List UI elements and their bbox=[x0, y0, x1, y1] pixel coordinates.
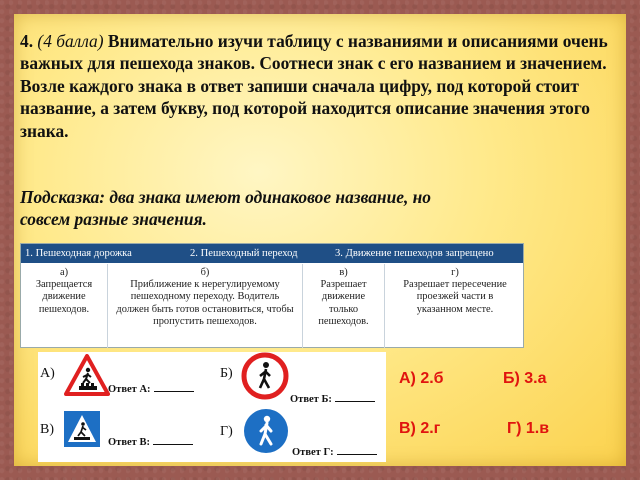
sign-v-label: В) bbox=[40, 422, 54, 437]
answer-v-field[interactable] bbox=[108, 436, 193, 448]
description-text: Приближение к нерегулируемому пешеходному переходу. Водитель должен быть готов остановиться, чтобы пропустить пешеходов. bbox=[116, 279, 294, 327]
answer-v-label: Ответ В: bbox=[108, 437, 150, 448]
signs-table bbox=[20, 243, 524, 348]
description-b bbox=[108, 264, 303, 348]
pedestrian-crossing-warning-icon bbox=[64, 354, 110, 396]
answer-a: А) 2.б bbox=[399, 370, 444, 387]
task-number: 4. bbox=[20, 31, 34, 51]
sign-a-label: А) bbox=[40, 366, 55, 381]
sign-b-label: Б) bbox=[220, 366, 233, 381]
header-name-2: 2. Пешеходный переход bbox=[190, 248, 298, 259]
answer-v: В) 2.г bbox=[399, 420, 441, 437]
description-text: Разрешает движение только пешеходов. bbox=[318, 279, 369, 327]
description-g bbox=[385, 264, 525, 348]
answer-b-field[interactable] bbox=[290, 393, 375, 405]
task-body: Внимательно изучи таблицу с названиями и описаниями очень важных для пешехода знаков. Соотнеси знак с его названием и значением. Возле каждого знака в ответ запиши сначала цифру, под которой стоит название, а затем букву, под которой находится описание значения этого знака. bbox=[20, 31, 608, 141]
answer-a-field[interactable] bbox=[108, 383, 194, 395]
description-letter: а) bbox=[59, 267, 69, 278]
answer-g-label: Ответ Г: bbox=[292, 447, 334, 458]
answer-b-label: Ответ Б: bbox=[290, 394, 332, 405]
description-v bbox=[303, 264, 385, 348]
sign-g-label: Г) bbox=[220, 424, 233, 439]
signs-panel bbox=[38, 352, 386, 462]
no-pedestrians-icon bbox=[241, 352, 289, 400]
answer-a-label: Ответ А: bbox=[108, 384, 151, 395]
description-letter: в) bbox=[339, 267, 348, 278]
task-points: (4 балла) bbox=[37, 31, 104, 51]
description-letter: б) bbox=[200, 267, 210, 278]
answer-b: Б) 3.а bbox=[503, 370, 547, 387]
task-text bbox=[20, 30, 620, 142]
header-name-3: 3. Движение пешеходов запрещено bbox=[335, 248, 494, 259]
hint-line-2: совсем разные значения. bbox=[20, 209, 207, 229]
header-name-1: 1. Пешеходная дорожка bbox=[25, 248, 132, 259]
answer-g: Г) 1.в bbox=[507, 420, 550, 437]
answer-g-field[interactable] bbox=[292, 446, 377, 458]
description-text: Запрещается движение пешеходов. bbox=[35, 279, 93, 315]
table-header bbox=[21, 244, 523, 263]
hint-text bbox=[20, 186, 620, 230]
hint-line-1: Подсказка: два знака имеют одинаковое название, но bbox=[20, 187, 432, 207]
description-letter: г) bbox=[451, 267, 459, 278]
description-text: Разрешает пересечение проезжей части в указанном месте. bbox=[403, 279, 507, 315]
description-a bbox=[21, 264, 108, 348]
pedestrian-crossing-blue-icon bbox=[64, 411, 100, 447]
pedestrian-path-icon bbox=[243, 408, 289, 454]
